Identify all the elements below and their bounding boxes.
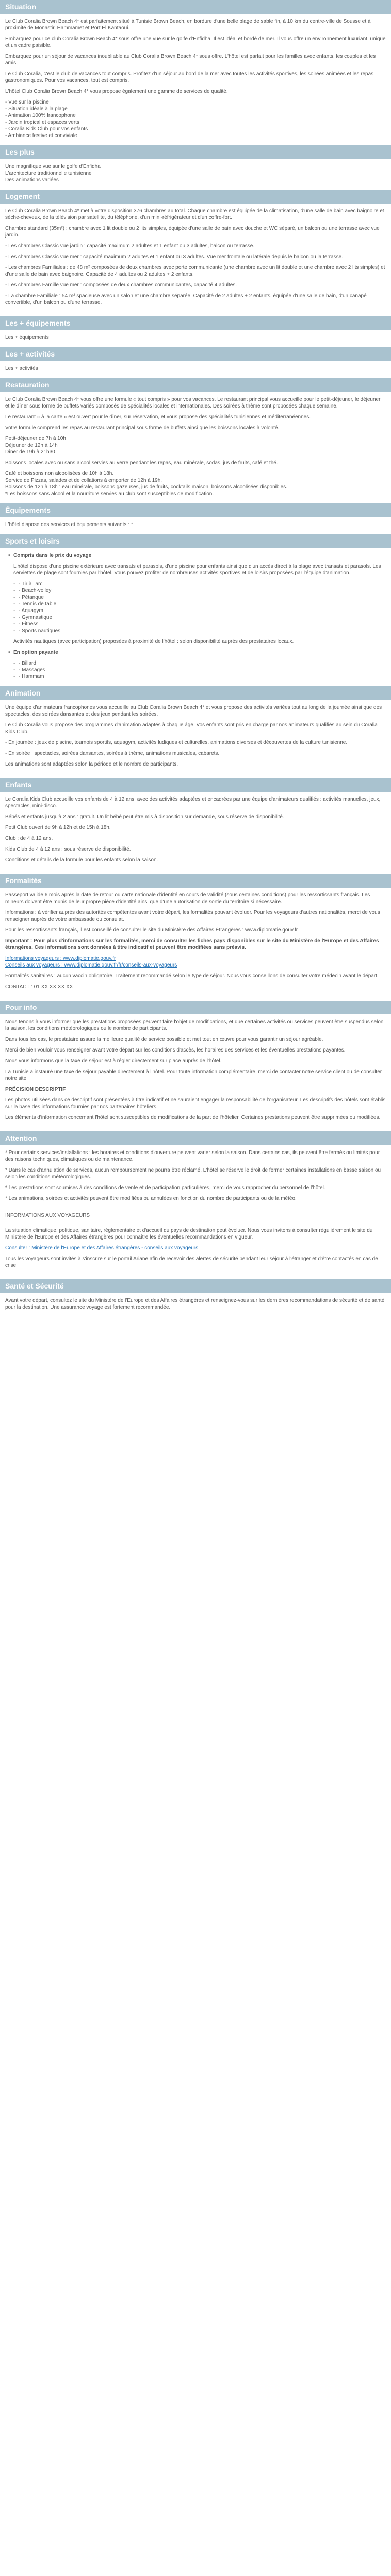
list-item: - - Hammam [19,673,386,680]
section-title: Pour info [0,1001,391,1014]
paragraph: Passeport valide 6 mois après la date de retour ou carte nationale d'identité en cours de validité (sous certaines conditions) pour les ressortissants français. Les mineurs doivent être munis de leur propre pièce d'identité ainsi que d'une autorisation de sortie du territoire si nécessaire. [5,892,370,905]
section-title: Les + équipements [0,316,391,330]
paragraph: Votre formule comprend les repas au restaurant principal sous forme de buffets ainsi que les boissons locales à volonté. [5,425,280,431]
list-item: - - Fitness [19,621,386,628]
list-item: - - Billard [19,660,386,667]
paragraph: Bébés et enfants jusqu'à 2 ans : gratuit. Un lit bébé peut être mis à disposition sur demande, sous réserve de disponibilité. [5,814,284,820]
text-line: Service de Pizzas, salades et de collations à emporter de 12h à 19h. [5,478,162,483]
paragraph: Pour les ressortissants français, il est conseillé de consulter le site du Ministère des Affaires Étrangères : www.diplomatie.gouv.fr [5,927,298,933]
list-item: - - Tennis de table [19,601,386,607]
list-item: - - Aquagym [19,607,386,614]
schedule-item: Dîner de 19h à 21h30 [5,449,55,455]
paragraph: - Les chambres Familiales : de 48 m² composées de deux chambres avec porte communicante (une chambre avec un lit double et une chambre avec 2 lits simples) et d'une salle de bain avec baignoire. Capacité de 4 adultes ou 2 adultes + 2 enfants. [5,265,385,277]
text-line: L'hôtel dispose des services et équipements suivants : * [5,522,133,528]
text-line: Les + activités [5,366,38,371]
paragraph: Embarquez pour un séjour de vacances inoubliable au Club Coralia Brown Beach 4* sous offre. L'hôtel est parfait pour les familles avec enfants, les couples et les amis. [5,54,376,66]
list-item: - Ambiance festive et conviviale [5,133,77,139]
section-title: Les + activités [0,347,391,361]
ministry-link[interactable]: Consulter : Ministère de l'Europe et des Affaires étrangères - conseils aux voyageurs [5,1245,199,1251]
section-title: Formalités [0,874,391,888]
section-formalites [0,874,391,1001]
section-info [0,1001,391,1131]
section-sante [0,1279,391,1321]
section-title: Sports et loisirs [0,534,391,548]
subsection-title: PRÉCISION DESCRIPTIF [5,1087,66,1092]
warning-text: Important : Pour plus d'informations sur les formalités, merci de consulter les fiches pays disponibles sur le site du Ministère de l'Europe et des Affaires étrangères. Ces informations sont données à titre indicatif et peuvent être modifiées sans préavis. [5,938,379,951]
paragraph: L'hôtel dispose d'une piscine extérieure avec transats et parasols, d'une piscine pour enfants ainsi que d'un accès direct à la plage avec transats et parasols. Les serviettes de plage sont fournies par l'hôtel. Vous pouvez profiter de nombreuses activités sportives et de loisirs proposées par l'équipe d'animation. [13,564,381,576]
paragraph: La situation climatique, politique, sanitaire, réglementaire et d'accueil du pays de destination peut évoluer. Nous vous invitons à consulter régulièrement le site du Ministère de l'Europe et des Affaires étrangères pour connaître les éventuelles recommandations en vigueur. [5,1228,373,1240]
paragraph: Conditions et détails de la formule pour les enfants selon la saison. [5,857,158,863]
section-title: Logement [0,190,391,204]
paragraph: Le Coralia Kids Club accueille vos enfants de 4 à 12 ans, avec des activités adaptées et encadrées par une équipe d'animateurs qualifiés : activités manuelles, jeux, spectacles, mini-disco. [5,796,381,809]
section-title: Restauration [0,378,391,392]
paragraph: Le restaurant « à la carte » est ouvert pour le dîner, sur réservation, et vous propose des spécialités tunisiennes et méditerranéennes. [5,414,311,420]
paragraph: Tous les voyageurs sont invités à s'inscrire sur le portail Ariane afin de recevoir des alertes de sécurité pendant leur séjour à l'étranger et d'être contactés en cas de crise. [5,1256,378,1268]
paragraph: Club : de 4 à 12 ans. [5,836,53,841]
paragraph: * Les animations, soirées et activités peuvent être modifiées ou annulées en fonction du nombre de participants ou de la météo. [5,1196,297,1201]
paragraph: Les photos utilisées dans ce descriptif sont présentées à titre indicatif et ne sauraient engager la responsabilité de l'organisateur. Les descriptifs des hôtels sont établis sur la base des informations fournies par nos partenaires hôteliers. [5,1097,386,1110]
list-item: - Animation 100% francophone [5,113,76,118]
text-line: Boissons de 12h à 18h : eau minérale, boissons gazeuses, jus de fruits, cocktails maison, boissons alcoolisées disponibles. [5,484,287,490]
section-sports [0,534,391,686]
section-logement [0,190,391,316]
paragraph: Le Club Coralia Brown Beach 4* vous offre une formule « tout compris » pour vos vacances. Le restaurant principal vous accueille pour le petit-déjeuner, le déjeuner et le dîner sous forme de buffets variés composés de spécialités locales et internationales. Des soirées à thème sont proposées chaque semaine. [5,397,381,409]
list-item: - - Gymnastique [19,614,386,621]
section-title: Équipements [0,503,391,517]
section-title: Attention [0,1131,391,1145]
list-item: - - Beach-volley [19,587,386,594]
section-plus [0,145,391,190]
paragraph: Nous vous informons que la taxe de séjour est à régler directement sur place auprès de l'hôtel. [5,1058,222,1064]
contact-text: CONTACT : 01 XX XX XX XX [5,984,73,990]
section-activites-plus [0,347,391,378]
paragraph: - Les chambres Classic vue jardin : capacité maximum 2 adultes et 1 enfant ou 3 adultes, balcon ou terrasse. [5,243,255,249]
paragraph: Activités nautiques (avec participation) proposées à proximité de l'hôtel : selon disponibilité auprès des prestataires locaux. [13,639,294,645]
list-item: - Situation idéale à la plage [5,106,68,112]
paragraph: Petit Club ouvert de 9h à 12h et de 15h à 18h. [5,825,111,831]
section-animation [0,686,391,778]
list-item: - Vue sur la piscine [5,99,49,105]
list-item: L'architecture traditionnelle tunisienne [5,171,92,176]
paragraph: - En soirée : spectacles, soirées dansantes, soirées à thème, animations musicales, cabarets. [5,751,220,756]
paragraph: Nous tenons à vous informer que les prestations proposées peuvent faire l'objet de modifications, et que certaines activités ou services peuvent être suspendus selon la saison, les conditions météorologiques ou le nombre de participants. [5,1019,384,1031]
paragraph: * Dans le cas d'annulation de services, aucun remboursement ne pourra être réclamé. L'hôtel se réserve le droit de fermer certaines installations en basse saison ou selon les conditions météorologiques. [5,1167,381,1180]
list-item: - - Sports nautiques [19,628,386,634]
paragraph: Kids Club de 4 à 12 ans : sous réserve de disponibilité. [5,846,131,852]
situation-list [5,99,386,139]
paragraph: - La chambre Familiale : 54 m² spacieuse avec un salon et une chambre séparée. Capacité de 2 adultes + 2 enfants, équipée d'une salle de bain, d'un canapé convertible, d'un balcon ou d'une terrasse. [5,293,367,306]
text-line: Les + équipements [5,335,49,341]
section-situation [0,0,391,145]
paragraph: Le Club Coralia Brown Beach 4* met à votre disposition 376 chambres au total. Chaque chambre est équipée de la climatisation, d'une salle de bain avec baignoire et sèche-cheveux, de la télévision par satellite, du téléphone, d'un mini-réfrigérateur et d'un coffre-fort. [5,208,384,221]
list-item: - - Massages [19,667,386,673]
list-heading: • En option payante [13,649,386,656]
paragraph: * Les prestations sont soumises à des conditions de vente et de participation particulières, merci de vous rapprocher du personnel de l'hôtel. [5,1185,325,1191]
section-restauration [0,378,391,503]
paragraph: - Les chambres Famille vue mer : composées de deux chambres communicantes, capacité 4 adultes. [5,282,237,288]
paragraph: Avant votre départ, consultez le site du Ministère de l'Europe et des Affaires étrangères et renseignez-vous sur les dernières recommandations de sécurité et de santé pour la destination. Une assurance voyage est fortement recommandée. [5,1298,385,1310]
paragraph: Informations : à vérifier auprès des autorités compétentes avant votre départ, les formalités pouvant évoluer. Pour les voyageurs d'autres nationalités, merci de vous renseigner auprès de votre ambassade ou consulat. [5,910,380,922]
paragraph: Le Club Coralia Brown Beach 4* est parfaitement situé à Tunisie Brown Beach, en bordure d'une belle plage de sable fin, à 10 km du centre-ville de Sousse et à proximité de Monastir, Hammamet et Port El Kantaoui. [5,19,371,31]
section-equipements-plus [0,316,391,347]
paragraph: Le Club Coralia vous propose des programmes d'animation adaptés à chaque âge. Vos enfants sont pris en charge par nos animateurs qualifiés au sein du Coralia Kids Club. [5,722,378,735]
section-attention [0,1131,391,1279]
section-title: Enfants [0,778,391,792]
paragraph: - Les chambres Classic vue mer : capacité maximum 2 adultes et 1 enfant ou 3 adultes. Vue mer frontale ou latérale depuis le balcon ou la terrasse. [5,254,343,260]
list-item: Des animations variées [5,177,59,183]
section-equipements [0,503,391,534]
list-item: - - Tir à l'arc [19,581,386,587]
paragraph: Le Club Coralia, c'est le club de vacances tout compris. Profitez d'un séjour au bord de la mer avec toutes les activités sportives, les soirées animées et les repas gastronomiques. Pour vos vacances, tout est compris. [5,71,374,83]
paragraph: Formalités sanitaires : aucun vaccin obligatoire. Traitement recommandé selon le type de séjour. Nous vous conseillons de consulter votre médecin avant le départ. [5,973,379,979]
section-enfants [0,778,391,874]
schedule-item: Petit-déjeuner de 7h à 10h [5,436,66,442]
section-title: Animation [0,686,391,700]
paragraph: Chambre standard (35m²) : chambre avec 1 lit double ou 2 lits simples, équipée d'une salle de bain avec douche et WC séparé, un balcon ou une terrasse avec vue jardin. [5,226,380,238]
section-title: Santé et Sécurité [0,1279,391,1293]
paragraph: Embarquez pour ce club Coralia Brown Beach 4* sous offre une vue sur le golfe d'Enfidha. Il est idéal et bordé de mer. Il vous offre un environnement luxuriant, unique et un cadre paisible. [5,36,386,48]
paragraph: L'hôtel Club Coralia Brown Beach 4* vous propose également une gamme de services de qualité. [5,89,228,94]
advice-link[interactable]: Conseils aux voyageurs : www.diplomatie.gouv.fr/fr/conseils-aux-voyageurs [5,962,177,968]
paragraph: Une équipe d'animateurs francophones vous accueille au Club Coralia Brown Beach 4* et vous propose des activités variées tout au long de la journée ainsi que des spectacles, des soirées dansantes et des jeux pendant les soirées. [5,705,382,717]
section-title: Les plus [0,145,391,159]
paragraph: * Pour certains services/installations : les horaires et conditions d'ouverture peuvent varier selon la saison. Dans certains cas, ils peuvent être fermés ou limités pour des raisons techniques, climatiques ou de maintenance. [5,1150,380,1162]
list-item: - - Pétanque [19,594,386,601]
schedule-list [5,435,386,455]
paragraph: Merci de bien vouloir vous renseigner avant votre départ sur les conditions d'accès, les horaires des services et les éventuelles prestations payantes. [5,1047,346,1053]
list-item: - Jardin tropical et espaces verts [5,120,79,125]
paragraph: Les éléments d'information concernant l'hôtel sont susceptibles de modifications de la part de l'hôtelier. Certaines prestations peuvent être supprimées ou modifiées. [5,1115,381,1121]
text-line: Café et boissons non alcoolisées de 10h à 18h. [5,471,114,477]
paragraph: Dans tous les cas, le prestataire assure la meilleure qualité de service possible et met tout en œuvre pour vous garantir un séjour agréable. [5,1037,323,1042]
text-line: *Les boissons sans alcool et la nourriture servies au club sont susceptibles de modification. [5,491,214,497]
info-link[interactable]: Informations voyageurs : www.diplomatie.gouv.fr [5,956,116,961]
paragraph: - En journée : jeux de piscine, tournois sportifs, aquagym, activités ludiques et culturelles, animations diverses et découvertes de la culture tunisienne. [5,740,348,745]
subsection-title: INFORMATIONS AUX VOYAGEURS [5,1213,90,1218]
schedule-item: Déjeuner de 12h à 14h [5,443,58,448]
paragraph: Les animations sont adaptées selon la période et le nombre de participants. [5,761,178,767]
list-heading: • Compris dans le prix du voyage [13,552,386,559]
paragraph: Boissons locales avec ou sans alcool servies au verre pendant les repas, eau minérale, sodas, jus de fruits, café et thé. [5,460,278,466]
section-title: Situation [0,0,391,14]
paragraph: La Tunisie a instauré une taxe de séjour payable directement à l'hôtel. Pour toute information complémentaire, merci de contacter notre service client ou de consulter notre site. [5,1069,382,1081]
list-item: - Coralia Kids Club pour vos enfants [5,126,88,132]
list-item: Une magnifique vue sur le golfe d'Enfidha [5,164,101,170]
